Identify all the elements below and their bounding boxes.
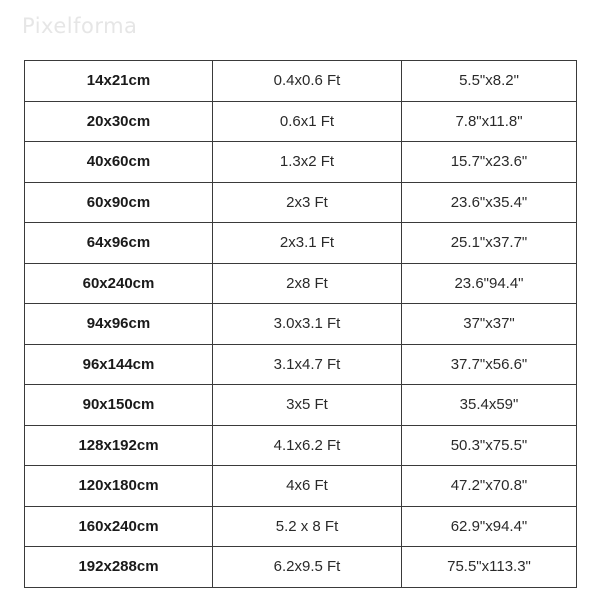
size-ft-cell: 3.1x4.7 Ft xyxy=(213,344,402,385)
size-inch-cell: 25.1"x37.7" xyxy=(402,223,577,264)
table-row xyxy=(25,466,577,507)
size-cm-cell: 90x150cm xyxy=(25,385,213,426)
size-inch-cell: 50.3"x75.5" xyxy=(402,425,577,466)
size-ft-cell: 3x5 Ft xyxy=(213,385,402,426)
watermark-logo: Pixelforma xyxy=(22,14,138,38)
size-ft-cell: 3.0x3.1 Ft xyxy=(213,304,402,345)
table-row xyxy=(25,425,577,466)
size-cm-cell: 96x144cm xyxy=(25,344,213,385)
table-row xyxy=(25,61,577,102)
table-row xyxy=(25,101,577,142)
size-inch-cell: 23.6"94.4" xyxy=(402,263,577,304)
size-cm-cell: 60x90cm xyxy=(25,182,213,223)
size-cm-cell: 128x192cm xyxy=(25,425,213,466)
size-ft-cell: 2x3 Ft xyxy=(213,182,402,223)
size-cm-cell: 94x96cm xyxy=(25,304,213,345)
size-cm-cell: 64x96cm xyxy=(25,223,213,264)
table-row xyxy=(25,223,577,264)
size-inch-cell: 62.9"x94.4" xyxy=(402,506,577,547)
size-cm-cell: 40x60cm xyxy=(25,142,213,183)
table-row xyxy=(25,506,577,547)
size-ft-cell: 0.4x0.6 Ft xyxy=(213,61,402,102)
size-inch-cell: 5.5"x8.2" xyxy=(402,61,577,102)
size-cm-cell: 20x30cm xyxy=(25,101,213,142)
size-ft-cell: 0.6x1 Ft xyxy=(213,101,402,142)
size-cm-cell: 120x180cm xyxy=(25,466,213,507)
table-row xyxy=(25,182,577,223)
size-inch-cell: 35.4x59" xyxy=(402,385,577,426)
size-ft-cell: 6.2x9.5 Ft xyxy=(213,547,402,588)
table-row xyxy=(25,344,577,385)
table-row xyxy=(25,142,577,183)
size-cm-cell: 192x288cm xyxy=(25,547,213,588)
table-row xyxy=(25,263,577,304)
table-row xyxy=(25,304,577,345)
size-inch-cell: 75.5"x113.3" xyxy=(402,547,577,588)
size-ft-cell: 2x8 Ft xyxy=(213,263,402,304)
size-ft-cell: 1.3x2 Ft xyxy=(213,142,402,183)
table-row xyxy=(25,547,577,588)
size-ft-cell: 2x3.1 Ft xyxy=(213,223,402,264)
size-inch-cell: 15.7"x23.6" xyxy=(402,142,577,183)
size-inch-cell: 7.8"x11.8" xyxy=(402,101,577,142)
size-inch-cell: 37.7"x56.6" xyxy=(402,344,577,385)
size-chart-body xyxy=(25,61,577,588)
size-ft-cell: 5.2 x 8 Ft xyxy=(213,506,402,547)
size-inch-cell: 37"x37" xyxy=(402,304,577,345)
size-cm-cell: 60x240cm xyxy=(25,263,213,304)
size-inch-cell: 47.2"x70.8" xyxy=(402,466,577,507)
table-row xyxy=(25,385,577,426)
size-chart-table xyxy=(24,60,577,588)
size-cm-cell: 14x21cm xyxy=(25,61,213,102)
size-ft-cell: 4.1x6.2 Ft xyxy=(213,425,402,466)
size-ft-cell: 4x6 Ft xyxy=(213,466,402,507)
size-inch-cell: 23.6"x35.4" xyxy=(402,182,577,223)
size-cm-cell: 160x240cm xyxy=(25,506,213,547)
